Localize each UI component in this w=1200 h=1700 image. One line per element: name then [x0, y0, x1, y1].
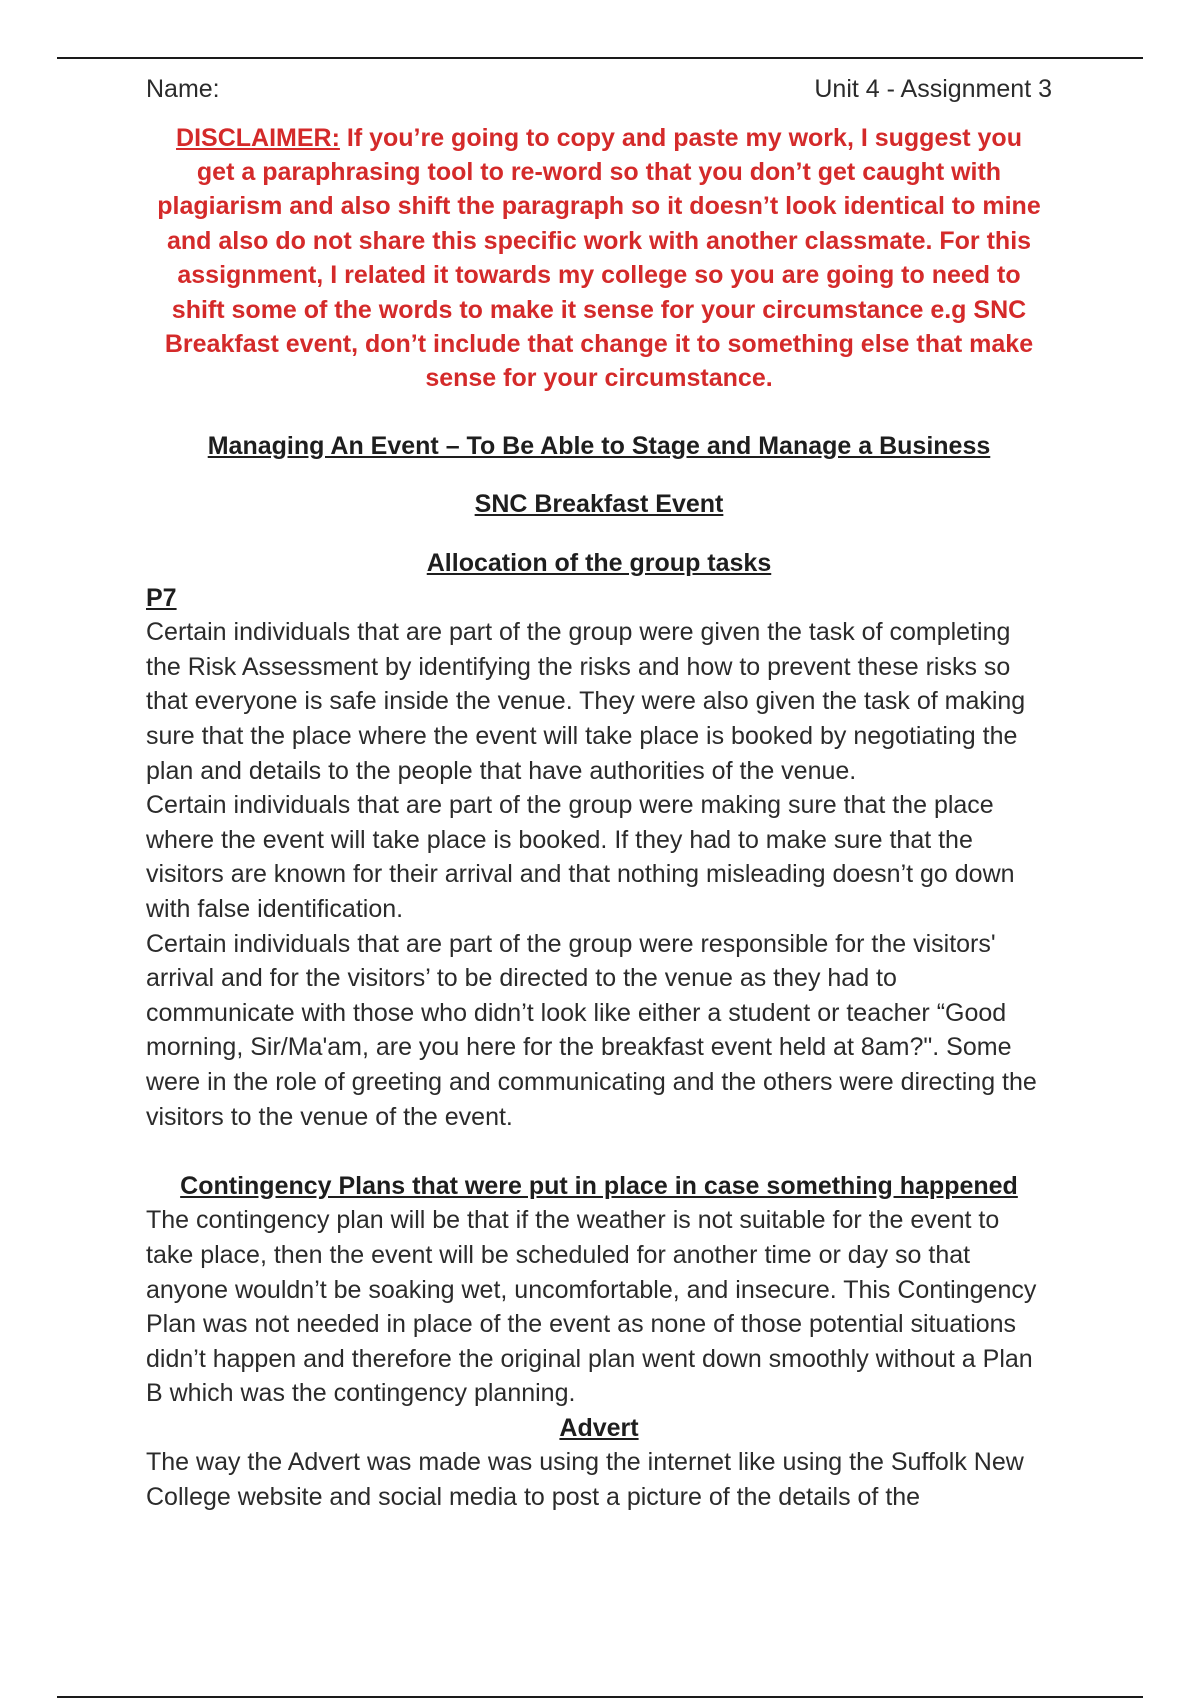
- p7-paragraph-3: Certain individuals that are part of the group were responsible for the visitors' arrival and for the visitors’ to be directed to the venue as they had to communicate with those who didn’t look like either a student or teacher “Good morning, Sir/Ma'am, are you here for the breakfast event held at 8am?". Some were in the role of greeting and communicating and the others were directing the visitors to the venue of the event.: [146, 929, 1037, 1131]
- main-title: Managing An Event – To Be Able to Stage and Manage a Business: [207, 431, 991, 460]
- p7-label: P7: [146, 583, 177, 612]
- document-body: [146, 72, 1052, 1515]
- p7-paragraph-1: Certain individuals that are part of the group were given the task of completing the Risk Assessment by identifying the risks and how to prevent these risks so that everyone is safe inside the venue. They were also given the task of making sure that the place where the event will take place is booked by negotiating the plan and details to the people that have authorities of the venue.: [146, 618, 1026, 785]
- bottom-rule: [57, 1696, 1143, 1698]
- disclaimer-text: If you’re going to copy and paste my work, I suggest you get a paraphrasing tool to re-word so that you don’t get caught with plagiarism and also shift the paragraph so it doesn’t look identical to mine and also do not share this specific work with another classmate. For this assignment, I related it towards my college so you are going to need to shift some of the words to make it sense for your circumstance e.g SNC Breakfast event, don’t include that change it to something else that make sense for your circumstance.: [157, 123, 1041, 393]
- name-label: Name:: [146, 75, 220, 103]
- event-title: SNC Breakfast Event: [474, 490, 724, 519]
- top-rule: [57, 57, 1143, 59]
- spacer: [146, 1134, 1052, 1169]
- disclaimer-label: DISCLAIMER:: [176, 123, 340, 152]
- advert-title: Advert: [559, 1413, 639, 1442]
- p7-paragraph-2: Certain individuals that are part of the group were making sure that the place where the event will take place is booked. If they had to make sure that the visitors are known for their arrival and that nothing misleading doesn’t go down with false identification.: [146, 791, 1015, 923]
- page-header: [146, 72, 1052, 107]
- unit-label: Unit 4 - Assignment 3: [814, 75, 1052, 103]
- contingency-paragraph: The contingency plan will be that if the weather is not suitable for the event to take place, then the event will be scheduled for another time or day so that anyone wouldn’t be soaking wet, uncomfortable, and insecure. This Contingency Plan was not needed in place of the event as none of those potential situations didn’t happen and therefore the original plan went down smoothly without a Plan B which was the contingency planning.: [146, 1206, 1037, 1408]
- allocation-title: Allocation of the group tasks: [426, 549, 772, 578]
- contingency-title: Contingency Plans that were put in place in case something happened: [180, 1171, 1018, 1200]
- advert-paragraph: The way the Advert was made was using the internet like using the Suffolk New College website and social media to post a picture of the details of the: [146, 1448, 1024, 1512]
- disclaimer: [146, 121, 1052, 396]
